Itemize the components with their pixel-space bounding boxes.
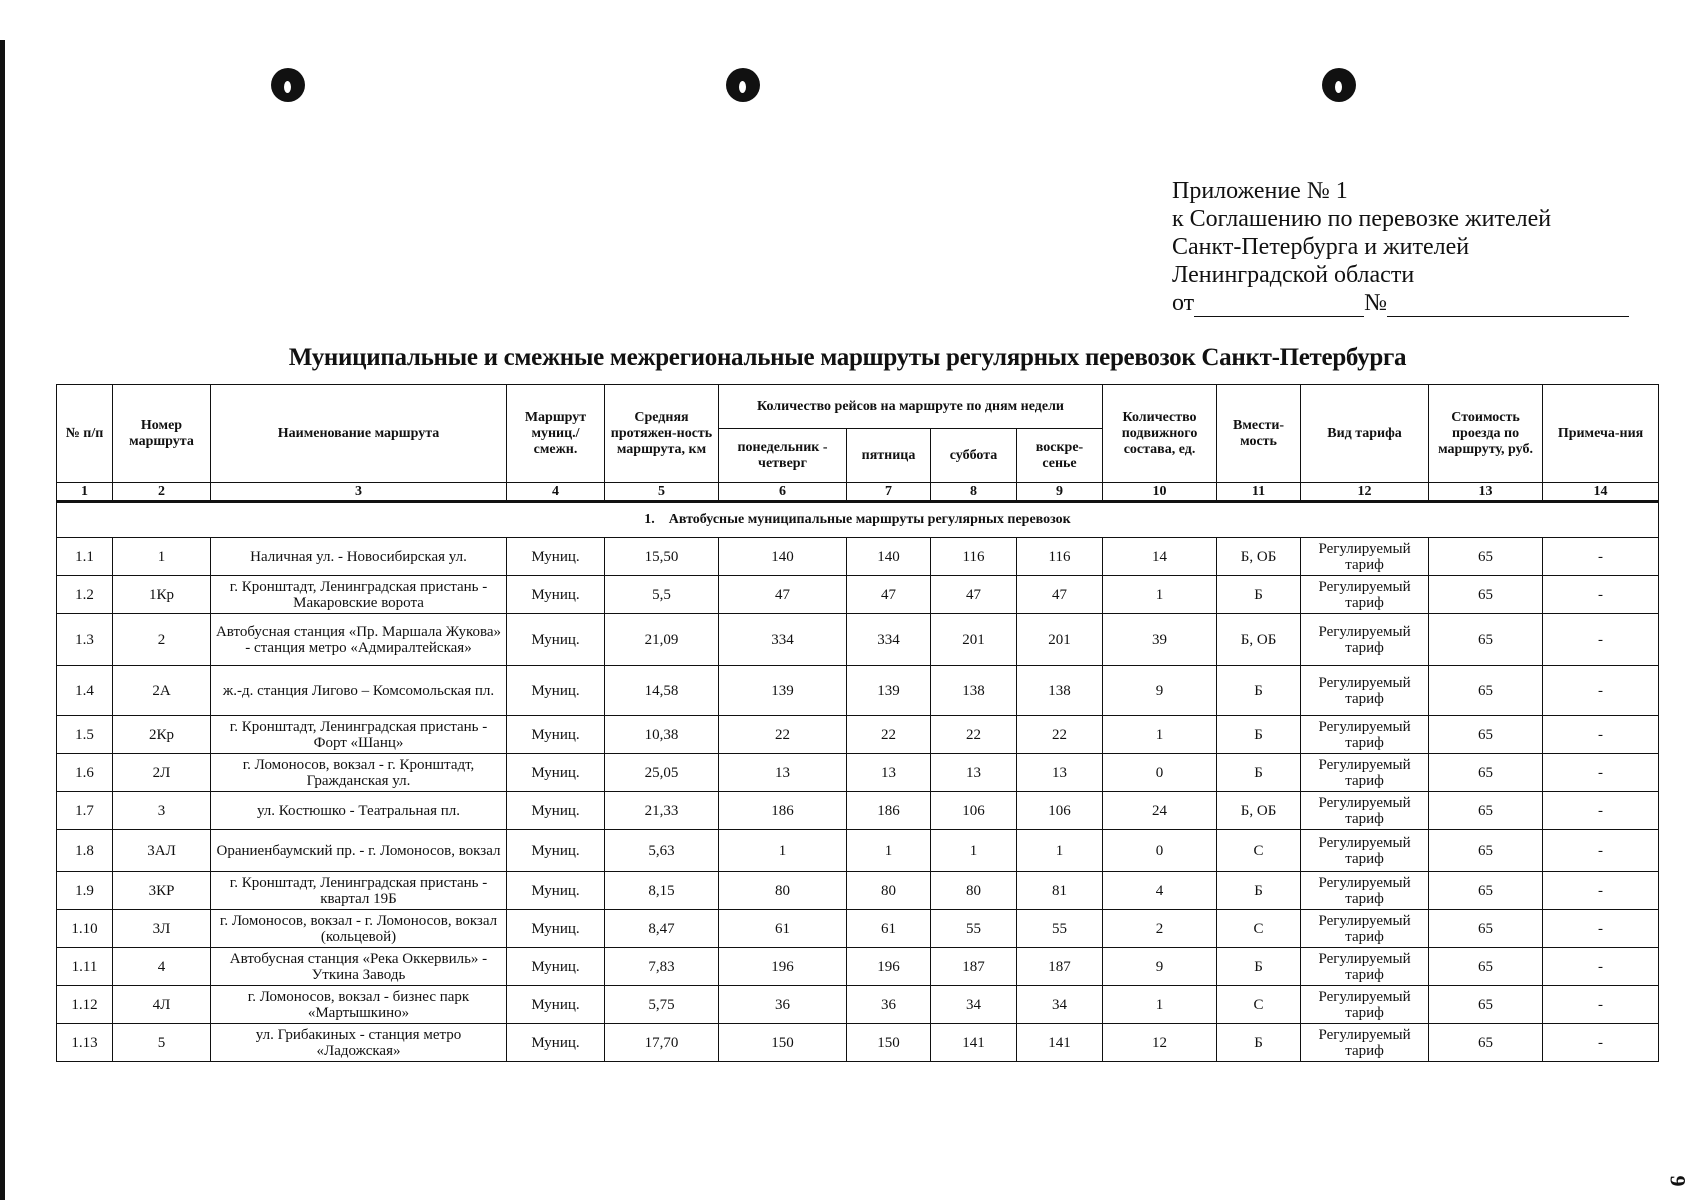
cell-avg-length: 7,83: [605, 948, 719, 986]
table-row: [57, 538, 1659, 576]
table-row: [57, 792, 1659, 830]
cell-trips-fri: 22: [847, 716, 931, 754]
header-num: № п/п: [57, 385, 113, 483]
cell-route-type: Муниц.: [507, 1024, 605, 1062]
cell-trips-sat: 106: [931, 792, 1017, 830]
cell-trips-sat: 141: [931, 1024, 1017, 1062]
cell-rolling-stock: 0: [1103, 754, 1217, 792]
cell-notes: -: [1543, 716, 1659, 754]
cell-trips-sun: 22: [1017, 716, 1103, 754]
cell-trips-fri: 334: [847, 614, 931, 666]
cell-trips-sun: 141: [1017, 1024, 1103, 1062]
cell-route-name: Ораниенбаумский пр. - г. Ломоносов, вокзал: [211, 830, 507, 872]
cell-fare: 65: [1429, 666, 1543, 716]
cell-route-type: Муниц.: [507, 716, 605, 754]
cell-rolling-stock: 2: [1103, 910, 1217, 948]
cell-trips-mon-thu: 196: [719, 948, 847, 986]
cell-row-number: 1.5: [57, 716, 113, 754]
cell-trips-sat: 138: [931, 666, 1017, 716]
cell-route-number: 4Л: [113, 986, 211, 1024]
cell-notes: -: [1543, 614, 1659, 666]
cell-trips-sun: 34: [1017, 986, 1103, 1024]
column-number: 11: [1217, 483, 1301, 502]
cell-route-number: 1: [113, 538, 211, 576]
table-row: [57, 830, 1659, 872]
cell-rolling-stock: 12: [1103, 1024, 1217, 1062]
cell-notes: -: [1543, 986, 1659, 1024]
cell-notes: -: [1543, 872, 1659, 910]
cell-trips-mon-thu: 36: [719, 986, 847, 1024]
header-fri: пятница: [847, 429, 931, 483]
cell-trips-sun: 201: [1017, 614, 1103, 666]
cell-tariff-type: Регулируемый тариф: [1301, 986, 1429, 1024]
cell-tariff-type: Регулируемый тариф: [1301, 754, 1429, 792]
table-row: [57, 614, 1659, 666]
cell-trips-sat: 55: [931, 910, 1017, 948]
cell-row-number: 1.1: [57, 538, 113, 576]
cell-trips-fri: 186: [847, 792, 931, 830]
cell-trips-mon-thu: 61: [719, 910, 847, 948]
column-number: 4: [507, 483, 605, 502]
cell-rolling-stock: 14: [1103, 538, 1217, 576]
cell-rolling-stock: 4: [1103, 872, 1217, 910]
cell-trips-sun: 81: [1017, 872, 1103, 910]
punch-hole-mark: [271, 68, 305, 102]
cell-route-number: 3КР: [113, 872, 211, 910]
header-route-number: Номер маршрута: [113, 385, 211, 483]
cell-avg-length: 8,15: [605, 872, 719, 910]
cell-trips-sat: 47: [931, 576, 1017, 614]
cell-route-name: г. Кронштадт, Ленинградская пристань - Форт «Шанц»: [211, 716, 507, 754]
header-sat: суббота: [931, 429, 1017, 483]
cell-capacity: Б: [1217, 576, 1301, 614]
punch-hole-mark: [1322, 68, 1356, 102]
table-row: [57, 576, 1659, 614]
cell-row-number: 1.2: [57, 576, 113, 614]
cell-route-number: 1Кр: [113, 576, 211, 614]
appendix-line-1: Приложение № 1: [1172, 178, 1348, 204]
header-notes: Примеча-ния: [1543, 385, 1659, 483]
table-row: [57, 986, 1659, 1024]
cell-route-number: 3АЛ: [113, 830, 211, 872]
cell-avg-length: 5,63: [605, 830, 719, 872]
column-number: 14: [1543, 483, 1659, 502]
cell-route-number: 3: [113, 792, 211, 830]
cell-trips-fri: 47: [847, 576, 931, 614]
cell-avg-length: 17,70: [605, 1024, 719, 1062]
cell-capacity: Б: [1217, 754, 1301, 792]
cell-trips-sun: 1: [1017, 830, 1103, 872]
cell-rolling-stock: 1: [1103, 576, 1217, 614]
cell-fare: 65: [1429, 754, 1543, 792]
cell-trips-fri: 139: [847, 666, 931, 716]
cell-route-name: Автобусная станция «Река Оккервиль» - Уткина Заводь: [211, 948, 507, 986]
cell-fare: 65: [1429, 1024, 1543, 1062]
cell-route-number: 5: [113, 1024, 211, 1062]
cell-row-number: 1.13: [57, 1024, 113, 1062]
cell-fare: 65: [1429, 716, 1543, 754]
cell-trips-sun: 47: [1017, 576, 1103, 614]
header-avg-length: Средняя протяжен-ность маршрута, км: [605, 385, 719, 483]
punch-hole-mark: [726, 68, 760, 102]
cell-trips-sun: 138: [1017, 666, 1103, 716]
cell-row-number: 1.4: [57, 666, 113, 716]
cell-rolling-stock: 9: [1103, 666, 1217, 716]
header-route-type: Маршрут муниц./ смежн.: [507, 385, 605, 483]
cell-capacity: Б: [1217, 872, 1301, 910]
cell-fare: 65: [1429, 830, 1543, 872]
number-blank: [1387, 294, 1629, 317]
cell-route-name: г. Кронштадт, Ленинградская пристань - квартал 19Б: [211, 872, 507, 910]
cell-fare: 65: [1429, 576, 1543, 614]
cell-route-number: 2: [113, 614, 211, 666]
column-number: 3: [211, 483, 507, 502]
cell-trips-fri: 36: [847, 986, 931, 1024]
cell-trips-fri: 13: [847, 754, 931, 792]
column-number: 1: [57, 483, 113, 502]
cell-trips-mon-thu: 139: [719, 666, 847, 716]
appendix-line-2: к Соглашению по перевозке жителей: [1172, 206, 1552, 232]
cell-trips-sat: 22: [931, 716, 1017, 754]
cell-route-type: Муниц.: [507, 948, 605, 986]
cell-avg-length: 8,47: [605, 910, 719, 948]
cell-fare: 65: [1429, 948, 1543, 986]
cell-fare: 65: [1429, 986, 1543, 1024]
cell-tariff-type: Регулируемый тариф: [1301, 614, 1429, 666]
cell-trips-mon-thu: 1: [719, 830, 847, 872]
column-number: 2: [113, 483, 211, 502]
cell-rolling-stock: 39: [1103, 614, 1217, 666]
cell-avg-length: 5,5: [605, 576, 719, 614]
cell-notes: -: [1543, 538, 1659, 576]
appendix-line-4: Ленинградской области: [1172, 262, 1415, 288]
cell-route-type: Муниц.: [507, 910, 605, 948]
page-number: 9: [1665, 1175, 1691, 1187]
cell-capacity: Б, ОБ: [1217, 614, 1301, 666]
cell-route-type: Муниц.: [507, 830, 605, 872]
cell-trips-mon-thu: 150: [719, 1024, 847, 1062]
column-numbers-row: [57, 483, 1659, 502]
header-tariff-type: Вид тарифа: [1301, 385, 1429, 483]
appendix-line-3: Санкт-Петербурга и жителей: [1172, 234, 1470, 260]
column-number: 8: [931, 483, 1017, 502]
cell-notes: -: [1543, 910, 1659, 948]
cell-route-number: 2А: [113, 666, 211, 716]
cell-row-number: 1.12: [57, 986, 113, 1024]
cell-route-name: ул. Грибакиных - станция метро «Ладожская»: [211, 1024, 507, 1062]
cell-fare: 65: [1429, 614, 1543, 666]
section-number: 1.: [644, 512, 655, 527]
cell-row-number: 1.3: [57, 614, 113, 666]
column-number: 10: [1103, 483, 1217, 502]
cell-capacity: Б: [1217, 716, 1301, 754]
header-mon-thu: понедельник - четверг: [719, 429, 847, 483]
table-row: [57, 716, 1659, 754]
column-number: 9: [1017, 483, 1103, 502]
cell-avg-length: 21,09: [605, 614, 719, 666]
cell-avg-length: 10,38: [605, 716, 719, 754]
header-capacity: Вмести-мость: [1217, 385, 1301, 483]
date-blank: [1194, 294, 1364, 317]
cell-route-name: ж.-д. станция Лигово – Комсомольская пл.: [211, 666, 507, 716]
cell-trips-fri: 80: [847, 872, 931, 910]
cell-trips-sat: 1: [931, 830, 1017, 872]
cell-route-type: Муниц.: [507, 792, 605, 830]
cell-route-type: Муниц.: [507, 614, 605, 666]
cell-trips-sat: 34: [931, 986, 1017, 1024]
cell-avg-length: 14,58: [605, 666, 719, 716]
header-fare: Стоимость проезда по маршруту, руб.: [1429, 385, 1543, 483]
cell-rolling-stock: 9: [1103, 948, 1217, 986]
cell-route-type: Муниц.: [507, 754, 605, 792]
cell-avg-length: 21,33: [605, 792, 719, 830]
cell-trips-mon-thu: 140: [719, 538, 847, 576]
cell-row-number: 1.9: [57, 872, 113, 910]
scan-edge: [0, 40, 5, 1200]
from-label: от: [1172, 290, 1195, 316]
cell-capacity: С: [1217, 910, 1301, 948]
cell-route-type: Муниц.: [507, 666, 605, 716]
cell-trips-fri: 196: [847, 948, 931, 986]
cell-rolling-stock: 0: [1103, 830, 1217, 872]
cell-route-name: ул. Костюшко - Театральная пл.: [211, 792, 507, 830]
cell-notes: -: [1543, 830, 1659, 872]
cell-trips-mon-thu: 80: [719, 872, 847, 910]
cell-notes: -: [1543, 792, 1659, 830]
cell-capacity: С: [1217, 986, 1301, 1024]
cell-trips-mon-thu: 22: [719, 716, 847, 754]
cell-trips-sun: 106: [1017, 792, 1103, 830]
cell-tariff-type: Регулируемый тариф: [1301, 1024, 1429, 1062]
cell-trips-sun: 187: [1017, 948, 1103, 986]
cell-route-name: г. Ломоносов, вокзал - г. Кронштадт, Гражданская ул.: [211, 754, 507, 792]
cell-notes: -: [1543, 1024, 1659, 1062]
cell-trips-mon-thu: 186: [719, 792, 847, 830]
cell-trips-mon-thu: 47: [719, 576, 847, 614]
document-title: Муниципальные и смежные межрегиональные маршруты регулярных перевозок Санкт-Петербурга: [288, 344, 1407, 371]
routes-table: [56, 384, 1659, 1062]
cell-row-number: 1.10: [57, 910, 113, 948]
cell-row-number: 1.8: [57, 830, 113, 872]
cell-trips-sat: 13: [931, 754, 1017, 792]
number-label: №: [1364, 290, 1388, 316]
cell-rolling-stock: 24: [1103, 792, 1217, 830]
cell-capacity: Б: [1217, 666, 1301, 716]
cell-trips-fri: 150: [847, 1024, 931, 1062]
table-row: [57, 948, 1659, 986]
cell-tariff-type: Регулируемый тариф: [1301, 576, 1429, 614]
cell-tariff-type: Регулируемый тариф: [1301, 830, 1429, 872]
cell-route-name: г. Ломоносов, вокзал - г. Ломоносов, вокзал (кольцевой): [211, 910, 507, 948]
cell-fare: 65: [1429, 538, 1543, 576]
cell-trips-sun: 116: [1017, 538, 1103, 576]
column-number: 12: [1301, 483, 1429, 502]
table-row: [57, 872, 1659, 910]
cell-notes: -: [1543, 754, 1659, 792]
table-row: [57, 910, 1659, 948]
cell-route-number: 4: [113, 948, 211, 986]
cell-trips-sat: 201: [931, 614, 1017, 666]
cell-rolling-stock: 1: [1103, 986, 1217, 1024]
cell-trips-mon-thu: 334: [719, 614, 847, 666]
header-sun: воскре-сенье: [1017, 429, 1103, 483]
cell-tariff-type: Регулируемый тариф: [1301, 792, 1429, 830]
cell-route-type: Муниц.: [507, 872, 605, 910]
cell-capacity: Б, ОБ: [1217, 792, 1301, 830]
cell-avg-length: 25,05: [605, 754, 719, 792]
cell-capacity: С: [1217, 830, 1301, 872]
column-number: 6: [719, 483, 847, 502]
cell-trips-mon-thu: 13: [719, 754, 847, 792]
section-heading: [57, 502, 1659, 538]
cell-notes: -: [1543, 576, 1659, 614]
cell-route-name: Наличная ул. - Новосибирская ул.: [211, 538, 507, 576]
cell-route-type: Муниц.: [507, 576, 605, 614]
cell-trips-sun: 13: [1017, 754, 1103, 792]
cell-route-number: 3Л: [113, 910, 211, 948]
cell-trips-sat: 187: [931, 948, 1017, 986]
cell-tariff-type: Регулируемый тариф: [1301, 872, 1429, 910]
column-number: 13: [1429, 483, 1543, 502]
header-rolling-stock: Количество подвижного состава, ед.: [1103, 385, 1217, 483]
cell-row-number: 1.11: [57, 948, 113, 986]
cell-capacity: Б, ОБ: [1217, 538, 1301, 576]
cell-trips-fri: 1: [847, 830, 931, 872]
table-row: [57, 1024, 1659, 1062]
cell-avg-length: 15,50: [605, 538, 719, 576]
cell-notes: -: [1543, 666, 1659, 716]
cell-notes: -: [1543, 948, 1659, 986]
cell-route-type: Муниц.: [507, 986, 605, 1024]
cell-avg-length: 5,75: [605, 986, 719, 1024]
header-route-name: Наименование маршрута: [211, 385, 507, 483]
cell-trips-fri: 61: [847, 910, 931, 948]
cell-trips-sun: 55: [1017, 910, 1103, 948]
table-row: [57, 666, 1659, 716]
section-row: [57, 502, 1659, 538]
cell-tariff-type: Регулируемый тариф: [1301, 716, 1429, 754]
cell-tariff-type: Регулируемый тариф: [1301, 538, 1429, 576]
cell-route-number: 2Кр: [113, 716, 211, 754]
cell-tariff-type: Регулируемый тариф: [1301, 666, 1429, 716]
cell-route-name: г. Кронштадт, Ленинградская пристань - Макаровские ворота: [211, 576, 507, 614]
cell-capacity: Б: [1217, 1024, 1301, 1062]
cell-tariff-type: Регулируемый тариф: [1301, 948, 1429, 986]
cell-row-number: 1.7: [57, 792, 113, 830]
cell-route-name: Автобусная станция «Пр. Маршала Жукова» - станция метро «Адмиралтейская»: [211, 614, 507, 666]
cell-fare: 65: [1429, 792, 1543, 830]
column-number: 5: [605, 483, 719, 502]
cell-fare: 65: [1429, 872, 1543, 910]
cell-route-number: 2Л: [113, 754, 211, 792]
table-row: [57, 754, 1659, 792]
column-number: 7: [847, 483, 931, 502]
cell-tariff-type: Регулируемый тариф: [1301, 910, 1429, 948]
cell-route-type: Муниц.: [507, 538, 605, 576]
cell-capacity: Б: [1217, 948, 1301, 986]
section-title: Автобусные муниципальные маршруты регулярных перевозок: [668, 512, 1071, 527]
cell-rolling-stock: 1: [1103, 716, 1217, 754]
cell-trips-sat: 116: [931, 538, 1017, 576]
cell-fare: 65: [1429, 910, 1543, 948]
appendix-date-number-line: [1172, 289, 1629, 317]
cell-trips-sat: 80: [931, 872, 1017, 910]
cell-row-number: 1.6: [57, 754, 113, 792]
cell-route-name: г. Ломоносов, вокзал - бизнес парк «Мартышкино»: [211, 986, 507, 1024]
cell-trips-fri: 140: [847, 538, 931, 576]
header-trips-group: Количество рейсов на маршруте по дням недели: [719, 385, 1103, 429]
appendix-block: [1172, 177, 1629, 317]
